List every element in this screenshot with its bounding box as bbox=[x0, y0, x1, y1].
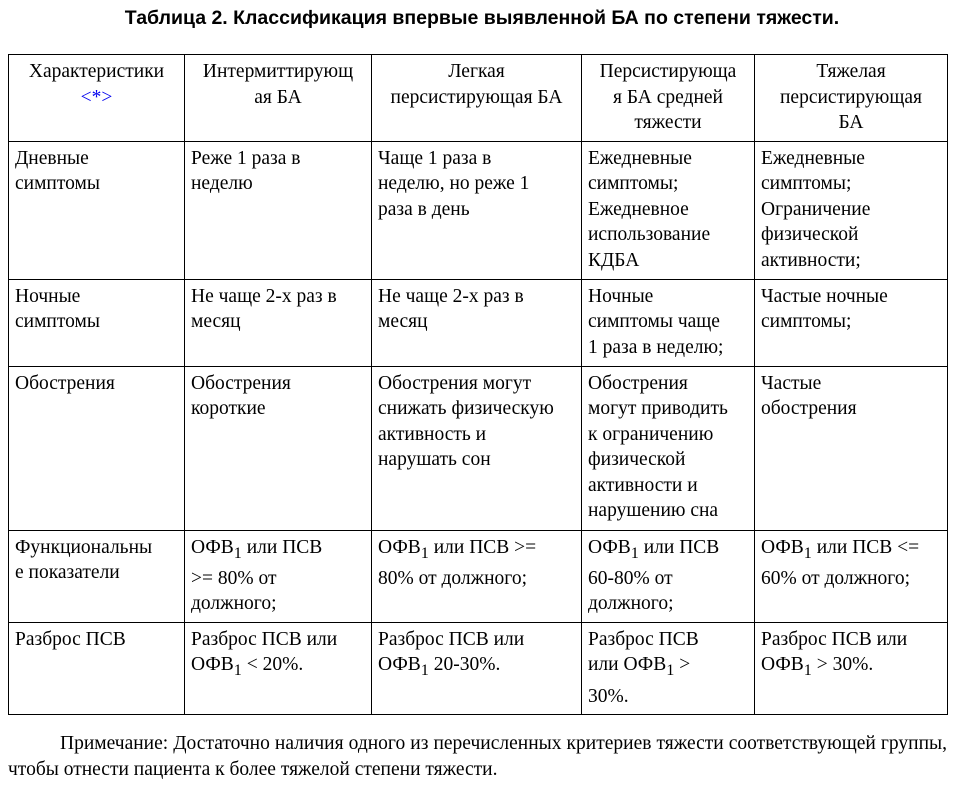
cell-text: ОФВ bbox=[191, 536, 234, 558]
header-text: Легкая bbox=[448, 61, 505, 82]
cell-severe bbox=[755, 530, 948, 622]
cell-text: или ПСВ <= bbox=[811, 536, 920, 558]
note-text: Примечание: Достаточно наличия одного из перечисленных критериев тяжести соответствующей группы, чтобы отнести пациента к более тяжелой степени тяжести. bbox=[8, 733, 947, 780]
cell-moderate bbox=[582, 530, 755, 622]
subscript: 1 bbox=[420, 543, 429, 562]
cell-text: Чаще 1 раза в bbox=[378, 147, 492, 169]
cell-intermittent bbox=[185, 366, 372, 530]
header-text: Характеристики bbox=[28, 61, 165, 82]
cell-text: раза в день bbox=[378, 198, 470, 220]
header-text: Интермиттирующ bbox=[202, 61, 354, 82]
cell-text: обострения bbox=[761, 398, 857, 419]
header-text: Тяжелая bbox=[816, 61, 886, 82]
cell-text: или ОФВ bbox=[588, 654, 667, 676]
cell-text: нарушать сон bbox=[378, 449, 491, 470]
cell-text: Ограничение bbox=[761, 198, 871, 220]
cell-text: симптомы; bbox=[761, 311, 852, 332]
cell-text: Ежедневные bbox=[761, 147, 865, 169]
cell-text: Частые ночные bbox=[761, 285, 888, 307]
footnote-reference-link[interactable]: <*> bbox=[80, 86, 113, 108]
cell-severe bbox=[755, 622, 948, 714]
cell-text: симптомы; bbox=[761, 173, 852, 194]
cell-text: симптомы bbox=[15, 173, 100, 194]
cell-text: >= 80% от bbox=[191, 567, 277, 589]
cell-mild bbox=[372, 366, 582, 530]
cell-text: 20-30%. bbox=[428, 654, 501, 676]
cell-text: использование bbox=[588, 224, 711, 245]
cell-text: нарушению сна bbox=[588, 500, 719, 521]
cell-text: или ПСВ bbox=[241, 536, 323, 558]
cell-text: физической bbox=[761, 224, 859, 245]
cell-text: физической bbox=[588, 449, 686, 470]
header-text: персистирующая БА bbox=[390, 86, 563, 108]
row-label bbox=[9, 366, 185, 530]
row-label bbox=[9, 622, 185, 714]
cell-text: Функциональны bbox=[15, 536, 153, 558]
cell-text: е показатели bbox=[15, 562, 120, 583]
cell-severe bbox=[755, 279, 948, 366]
subscript: 1 bbox=[803, 661, 812, 680]
header-text: я БА средней bbox=[613, 86, 723, 108]
cell-text: неделю bbox=[191, 173, 253, 194]
cell-text: Обострения bbox=[588, 372, 688, 394]
header-text: персистирующая bbox=[780, 86, 922, 108]
subscript: 1 bbox=[233, 661, 242, 680]
cell-moderate bbox=[582, 141, 755, 279]
cell-text: 60-80% от bbox=[588, 567, 673, 589]
cell-text: активности; bbox=[761, 249, 861, 271]
cell-severe bbox=[755, 141, 948, 279]
cell-text: Разброс ПСВ или bbox=[191, 628, 338, 650]
table-row-function bbox=[9, 530, 948, 622]
cell-intermittent bbox=[185, 141, 372, 279]
cell-text: активность и bbox=[378, 423, 487, 445]
cell-intermittent bbox=[185, 279, 372, 366]
severity-table bbox=[8, 54, 948, 715]
header-mild-persistent bbox=[372, 55, 582, 142]
subscript: 1 bbox=[420, 661, 429, 680]
cell-moderate bbox=[582, 622, 755, 714]
cell-text: 60% от должного; bbox=[761, 567, 910, 589]
cell-mild bbox=[372, 141, 582, 279]
cell-text: Разброс ПСВ bbox=[588, 628, 699, 650]
cell-text: 1 раза в неделю; bbox=[588, 336, 724, 358]
cell-text: 30%. bbox=[588, 685, 629, 707]
cell-text: должного; bbox=[588, 593, 674, 615]
cell-text: Ежедневное bbox=[588, 198, 689, 220]
cell-text: Ночные bbox=[588, 285, 654, 307]
table-row-daytime-symptoms bbox=[9, 141, 948, 279]
header-characteristics bbox=[9, 55, 185, 142]
cell-text: Ночные bbox=[15, 285, 81, 307]
header-text: тяжести bbox=[634, 112, 702, 133]
table-row-exacerbations bbox=[9, 366, 948, 530]
cell-text: короткие bbox=[191, 398, 266, 419]
cell-text: месяц bbox=[378, 311, 428, 332]
cell-text: Не чаще 2-х раз в bbox=[378, 285, 524, 307]
cell-text: должного; bbox=[191, 593, 277, 615]
cell-text: < 20%. bbox=[241, 654, 304, 676]
table-row-night-symptoms bbox=[9, 279, 948, 366]
row-label bbox=[9, 530, 185, 622]
cell-text: Обострения могут bbox=[378, 372, 532, 394]
cell-text: месяц bbox=[191, 311, 241, 332]
cell-text: Разброс ПСВ или bbox=[378, 628, 525, 650]
cell-text: ОФВ bbox=[191, 654, 234, 676]
cell-text: ОФВ bbox=[761, 536, 804, 558]
cell-text: Обострения bbox=[191, 372, 291, 394]
cell-severe bbox=[755, 366, 948, 530]
header-row bbox=[9, 55, 948, 142]
cell-text: Дневные bbox=[15, 147, 89, 169]
header-intermittent bbox=[185, 55, 372, 142]
cell-text: ОФВ bbox=[378, 536, 421, 558]
subscript: 1 bbox=[666, 661, 675, 680]
cell-text: КДБА bbox=[588, 249, 640, 271]
cell-text: могут приводить bbox=[588, 398, 728, 419]
cell-text: Реже 1 раза в bbox=[191, 147, 301, 169]
cell-text: активности и bbox=[588, 474, 698, 496]
cell-text: симптомы чаще bbox=[588, 311, 720, 332]
cell-text: ОФВ bbox=[378, 654, 421, 676]
cell-text: ОФВ bbox=[761, 654, 804, 676]
cell-text: неделю, но реже 1 bbox=[378, 173, 530, 194]
subscript: 1 bbox=[630, 543, 639, 562]
cell-moderate bbox=[582, 279, 755, 366]
cell-text: или ПСВ >= bbox=[428, 536, 537, 558]
header-moderate-persistent bbox=[582, 55, 755, 142]
cell-text: Ежедневные bbox=[588, 147, 692, 169]
cell-text: Частые bbox=[761, 372, 822, 394]
header-severe-persistent bbox=[755, 55, 948, 142]
cell-text: или ПСВ bbox=[638, 536, 720, 558]
cell-text: ОФВ bbox=[588, 536, 631, 558]
cell-mild bbox=[372, 279, 582, 366]
table-row-pef-variability bbox=[9, 622, 948, 714]
cell-text: симптомы bbox=[15, 311, 100, 332]
cell-moderate bbox=[582, 366, 755, 530]
cell-text: Разброс ПСВ bbox=[15, 628, 126, 650]
header-text: Персистирующа bbox=[599, 61, 737, 82]
cell-intermittent bbox=[185, 622, 372, 714]
subscript: 1 bbox=[233, 543, 242, 562]
table-title: Таблица 2. Классификация впервые выявленной БА по степени тяжести. bbox=[124, 7, 840, 29]
cell-text: к ограничению bbox=[588, 423, 714, 445]
row-label bbox=[9, 141, 185, 279]
cell-text: снижать физическую bbox=[378, 398, 554, 419]
header-text: БА bbox=[838, 112, 864, 133]
cell-text: > 30%. bbox=[811, 654, 874, 676]
cell-mild bbox=[372, 622, 582, 714]
cell-text: симптомы; bbox=[588, 173, 679, 194]
cell-text: > bbox=[674, 654, 691, 676]
row-label bbox=[9, 279, 185, 366]
cell-text: Обострения bbox=[15, 372, 115, 394]
cell-mild bbox=[372, 530, 582, 622]
cell-text: 80% от должного; bbox=[378, 567, 527, 589]
table-note bbox=[8, 731, 947, 782]
header-text: ая БА bbox=[254, 86, 302, 108]
cell-intermittent bbox=[185, 530, 372, 622]
cell-text: Разброс ПСВ или bbox=[761, 628, 908, 650]
cell-text: Не чаще 2-х раз в bbox=[191, 285, 337, 307]
subscript: 1 bbox=[803, 543, 812, 562]
